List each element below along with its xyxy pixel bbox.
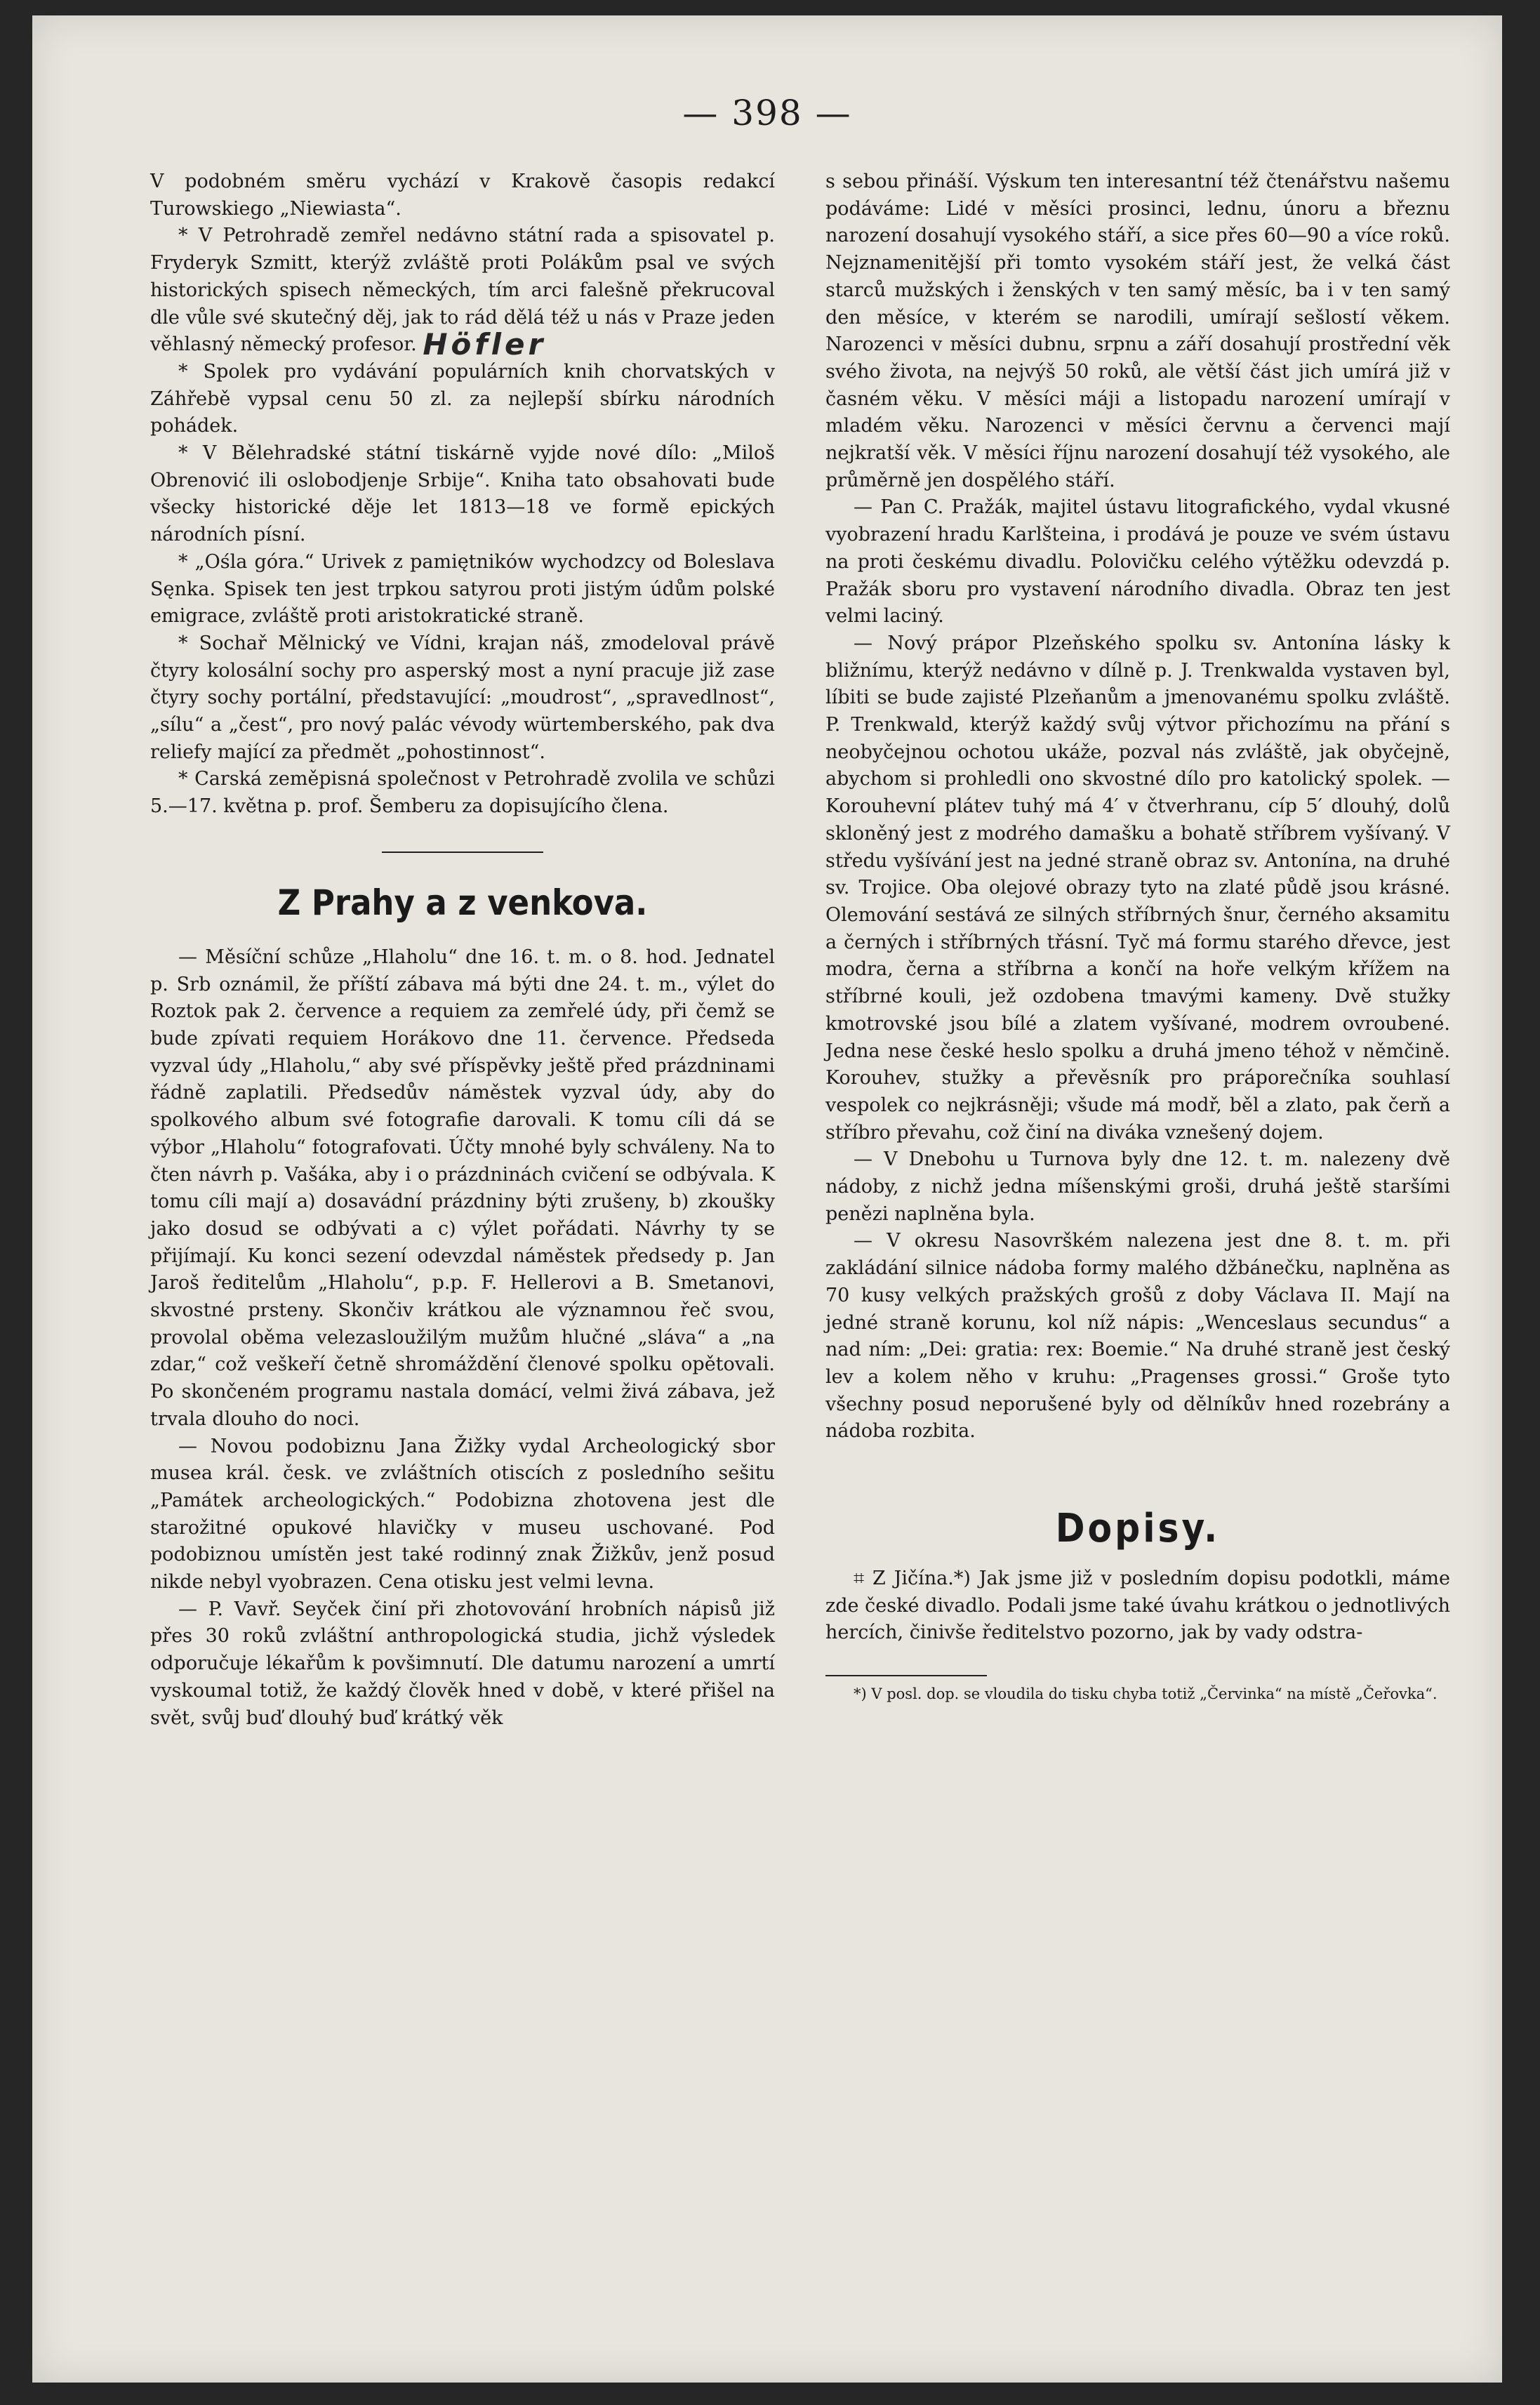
news-item: V podobném směru vychází v Krakově časopis redakcí Turowskiego „Niewiasta“. bbox=[150, 171, 775, 220]
news-item: * V Bělehradské státní tiskárně vyjde nové dílo: „Miloš Obrenović ili oslobodjenje Srbije“. Kniha tato obsahovati bude všecky historické děje let 1813—18 ve formě epických národních písní. bbox=[150, 442, 775, 546]
news-item: — Nový prápor Plzeňského spolku sv. Antonína lásky k bližnímu, kterýž nedávno v dílně p. J. Trenkwalda vystaven byl, líbiti se bude zajisté Plzeňanům a jmenovanému spolku zvláště. P. Trenkwald, kterýž každý svůj výtvor přichozímu na přání s neobyčejnou ochotou ukáže, pozval nás zvláště, jak obyčejně, abychom si prohledli ono skvostné dílo pro katolický spolek. — Korouhevní plátev tuhý má 4′ v čtverhranu, cíp 5′ dlouhý, dolů skloněný jest z modrého damašku a bohatě stříbrem vyšívaný. V středu vyšívání jest na jedné straně obraz sv. Antonína, na druhé sv. Trojice. Oba olejové obrazy tyto na zlaté půdě jsou krásné. Olemování sestává ze silných stříbrných šnur, černého aksamitu a černých i stříbrných třásní. Tyč má formu starého dřevce, jest modra, černa a stříbrna a končí na hoře velkým křížem na stříbrné kouli, jež ozdobena tmavými kameny. Dvě stužky kmotrovské jsou bílé a zlatem vyšívané, modrem ovroubené. Jedna nese české heslo spolku a druhá jmeno téhož v němčině. Korouhev, stužky a převěsník pro práporečníka souhlasí vespolek co nejkrásněji; všude má modř, běl a zlato, pak čerň a stříbro převahu, což činí na diváka vznešený dojem. bbox=[825, 632, 1450, 1144]
news-item: * Carská zeměpisná společnost v Petrohradě zvolila ve schůzi 5.—17. května p. prof. Šemberu za dopisujícího člena. bbox=[150, 768, 775, 818]
page-number: — 398 — bbox=[682, 93, 852, 133]
news-item: — Novou podobiznu Jana Žižky vydal Archeologický sbor musea král. česk. ve zvláštních otiscích z posledního sešitu „Památek archeologických.“ Podobizna zhotovena jest dle starožitné opukové hlavičky v museu uschované. Pod podobiznou umístěn jest také rodinný znak Žižkův, jenž posud nikde nebyl vyobrazen. Cena otisku jest velmi levna. bbox=[150, 1435, 775, 1594]
right-column bbox=[825, 168, 1450, 1704]
news-item: * „Ośla góra.“ Urivek z pamiętników wychodzcy od Boleslava Sęnka. Spisek ten jest trpkou satyrou proti jistým údům polské emigrace, zvláště proti aristokratické straně. bbox=[150, 550, 775, 628]
news-item: — P. Vavř. Seyček činí při zhotovování hrobních nápisů již přes 30 roků zvláštní anthropologická studia, jichž výsledek odporučuje lékařům k povšimnutí. Dle datumu narození a umrtí vyskoumal totiž, že každý člověk hned v době, v které přišel na svět, svůj buď dlouhý buď krátký věk bbox=[150, 1598, 775, 1729]
left-column bbox=[150, 168, 775, 1732]
section-divider bbox=[382, 852, 543, 853]
section-heading-dopisy: Dopisy. bbox=[1055, 1506, 1221, 1552]
news-item bbox=[150, 223, 775, 362]
news-item: * Sochař Mělnický ve Vídni, krajan náš, zmodeloval právě čtyry kolosální sochy pro asperský most a nyní pracuje již zase čtyry sochy portální, představující: „moudrost“, „spravedlnost“, „sílu“ a „čest“, pro nový palác vévody würtemberského, pak dva reliefy mající za předmět „pohostinnost“. bbox=[150, 632, 775, 763]
news-item: — V okresu Nasovrškém nalezena jest dne 8. t. m. při zakládání silnice nádoba formy malého džbánečku, naplněna as 70 kusy velkých pražských grošů z doby Václava II. Mají na jedné straně korunu, kol níž nápis: „Wenceslaus secundus“ a nad ním: „Dei: gratia: rex: Boemie.“ Na druhé straně jest český lev a kolem něho v kruhu: „Pragenses grossi.“ Groše tyto všechny posud neporušené byly od dělníkův hned rozebrány a nádoba rozbita. bbox=[825, 1230, 1450, 1443]
footnote: *) V posl. dop. se vloudila do tisku chyba totiž „Červinka“ na místě „Čeřovka“. bbox=[854, 1685, 1438, 1703]
letter-item: ⌗ Z Jičína.*) Jak jsme již v posledním dopisu podotkli, máme zde české divadlo. Podali jsme také úvahu krátkou o jednotlivých hercích, činivše ředitelstvo pozorno, jak by vady odstra- bbox=[825, 1568, 1450, 1644]
news-item: — Měsíční schůze „Hlaholu“ dne 16. t. m. o 8. hod. Jednatel p. Srb oznámil, že příští zábava má býti dne 24. t. m., výlet do Roztok pak 2. července a requiem za zemřelé údy, při čemž se bude zpívati requiem Horákovo dne 11. července. Předseda vyzval údy „Hlaholu,“ aby své příspěvky ještě před prázdninami řádně zaplatili. Předsedův náměstek vyzval údy, aby do spolkového album své fotografie darovali. K tomu cíli dá se výbor „Hlaholu“ fotografovati. Účty mnohé byly schváleny. Na to čten návrh p. Vašáka, aby i o prázdninách cvičení se odbývala. K tomu cíli mají a) dosavádní prázdniny býti zrušeny, b) zkoušky jako dosud se odbývati a c) výlet pořádati. Návrhy ty se přijímají. Ku konci sezení odevzdal náměstek předsedy p. Jan Jaroš ředitelům „Hlaholu“, p.p. F. Hellerovi a B. Smetanovi, skvostné prsteny. Skončiv krátkou ale významnou řeč svou, provolal oběma velezasloužilým mužům hlučné „sláva“ a „na zdar,“ což veškeří četně shromáždění členové spolku opětovali. Po skončeném programu nastala domácí, velmi živá zábava, jež trvala dlouho do noci. bbox=[150, 946, 775, 1430]
handwritten-annotation: Höfler bbox=[423, 327, 547, 362]
section-heading-praha: Z Prahy a z venkova. bbox=[277, 882, 648, 923]
footnote-divider bbox=[825, 1675, 987, 1676]
news-item: s sebou přináší. Výskum ten interesantní též čtenářstvu našemu podáváme: Lidé v měsíci prosinci, lednu, únoru a březnu narození dosahují vysokého stáří, a sice přes 60—90 a více roků. Nejznamenitější při tomto vysokém stáří jest, že velká část starců mužských i ženských v ten samý měsíc, ba i v ten samý den měsíce, v kterém se narodili, umírají sešlostí věkem. Narozenci v měsíci dubnu, srpnu a září dosahují prostřední věk svého života, na nejvýš 50 roků, ale větší část jich umírá již v časném věku. V měsíci máji a listopadu narození umírají v mladém věku. Narozenci v měsíci červnu a červenci mají nejkratší věk. V měsíci říjnu narození dosahují též vysokého, ale průměrně jen dospělého stáří. bbox=[825, 171, 1450, 491]
news-item: — V Dnebohu u Turnova byly dne 12. t. m. nalezeny dvě nádoby, z nichž jedna míšenskými groši, druhá ještě staršími penězi naplněna byla. bbox=[825, 1148, 1450, 1225]
news-item: — Pan C. Pražák, majitel ústavu litografického, vydal vkusné vyobrazení hradu Karlšteina, i prodává je pouze ve svém ústavu na proti českému divadlu. Polovičku celého výtěžku odevzdá p. Pražák sboru pro vystavení národního divadla. Obraz ten jest velmi laciný. bbox=[825, 496, 1450, 628]
newspaper-page bbox=[32, 15, 1502, 2383]
news-item: * Spolek pro vydávání populárních knih chorvatských v Záhřebě vypsal cenu 50 zl. za nejlepší sbírku národních pohádek. bbox=[150, 360, 775, 437]
news-item-text: * V Petrohradě zemřel nedávno státní rada a spisovatel p. Fryderyk Szmitt, kterýž zvláště proti Polákům psal ve svých historických spisech německých, tím arci falešně překrucoval dle vůle své skutečný děj, jak to rád dělá též u nás v Praze jeden věhlasný německý profesor. bbox=[150, 225, 775, 356]
